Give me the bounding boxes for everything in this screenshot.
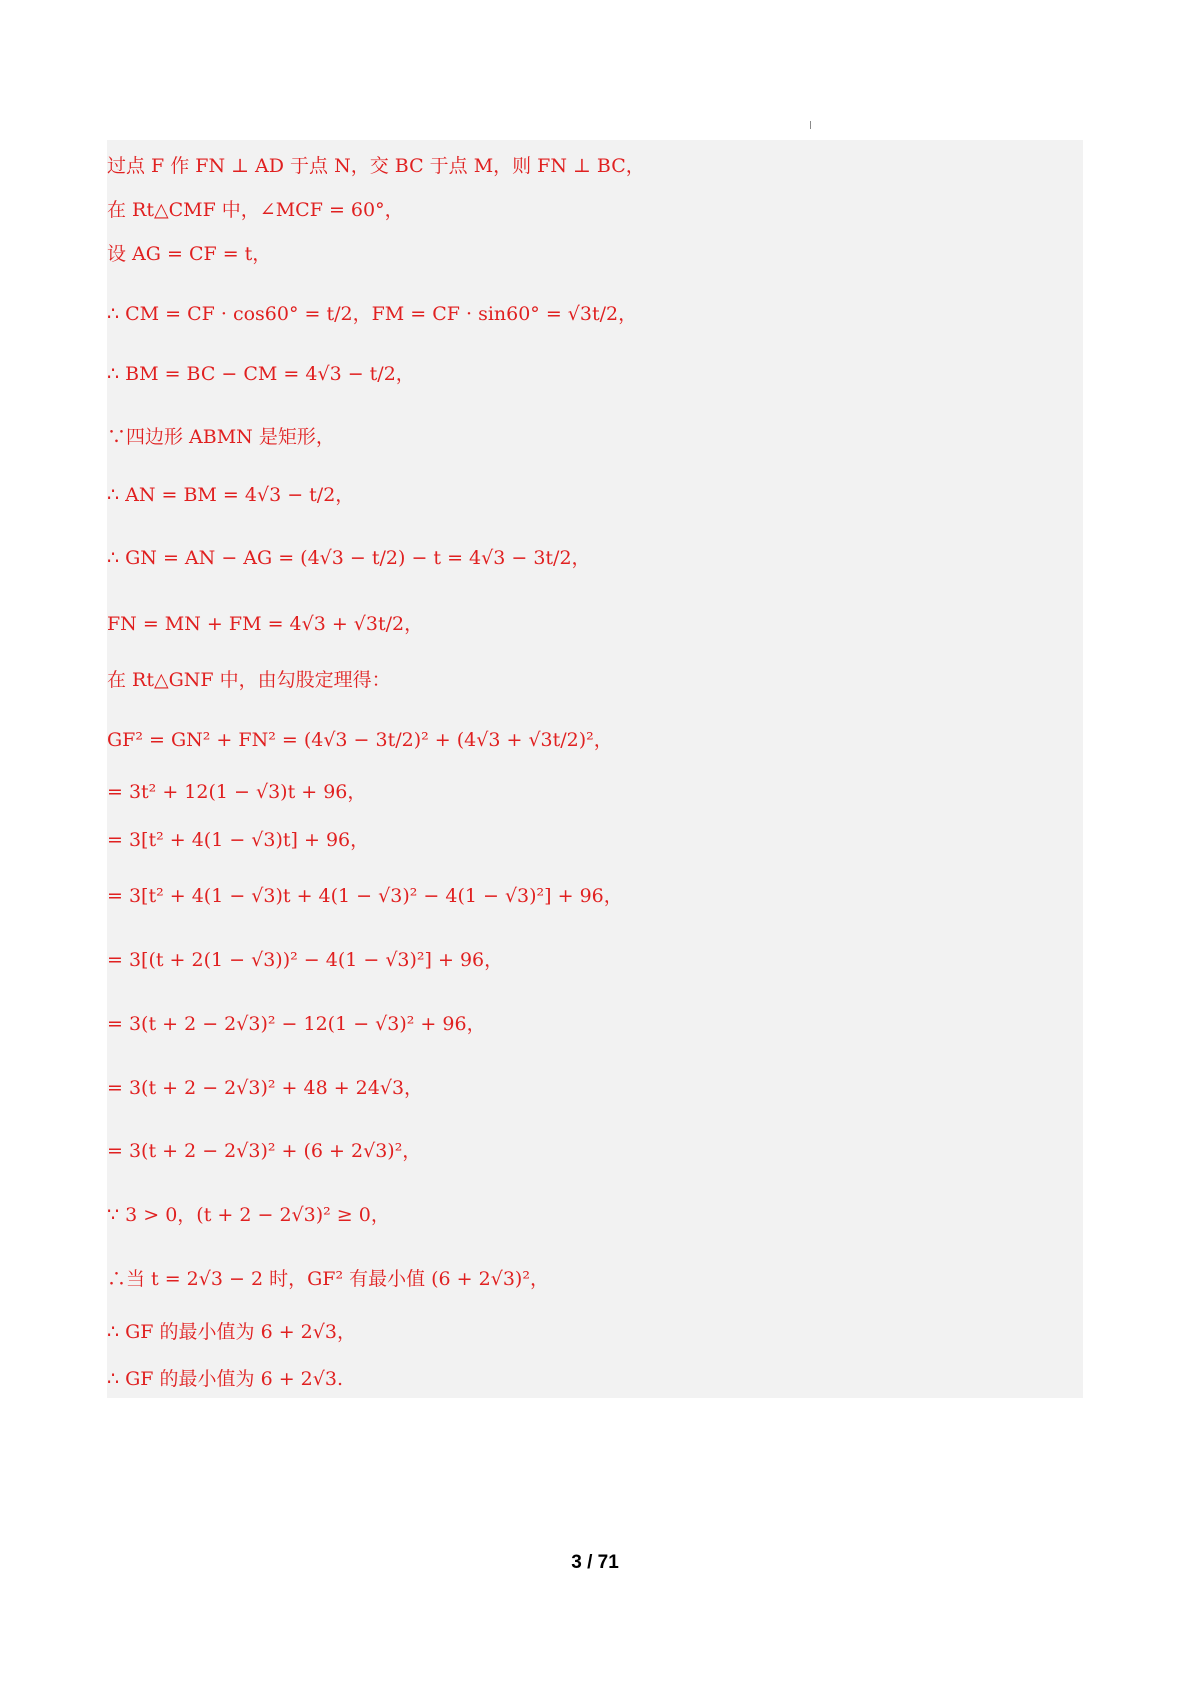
solution-line-18: = 3(t + 2 − 2√3)² + (6 + 2√3)²， bbox=[107, 1140, 422, 1162]
solution-line-17: = 3(t + 2 − 2√3)² + 48 + 24√3， bbox=[107, 1077, 424, 1099]
solution-line-4: ∴ CM = CF · cos60° = t/2，FM = CF · sin60° = √3t/2， bbox=[107, 303, 638, 325]
solution-line-19: ∵ 3 > 0，(t + 2 − 2√3)² ≥ 0， bbox=[107, 1204, 390, 1226]
solution-line-14: = 3[t² + 4(1 − √3)t + 4(1 − √3)² − 4(1 − √3)²] + 96， bbox=[107, 885, 623, 907]
solution-line-7: ∴ AN = BM = 4√3 − t/2， bbox=[107, 484, 355, 506]
solution-line-8: ∴ GN = AN − AG = (4√3 − t/2) − t = 4√3 − 3t/2， bbox=[107, 547, 591, 569]
solution-line-3: 设 AG = CF = t， bbox=[107, 243, 272, 265]
solution-line-2: 在 Rt△CMF 中，∠MCF = 60°， bbox=[107, 199, 404, 221]
solution-line-5: ∴ BM = BC − CM = 4√3 − t/2， bbox=[107, 363, 415, 385]
text-cursor-mark bbox=[810, 121, 811, 129]
solution-line-10: 在 Rt△GNF 中，由勾股定理得： bbox=[107, 669, 391, 691]
solution-line-15: = 3[(t + 2(1 − √3))² − 4(1 − √3)²] + 96， bbox=[107, 949, 504, 971]
solution-line-1: 过点 F 作 FN ⊥ AD 于点 N，交 BC 于点 M，则 FN ⊥ BC， bbox=[107, 155, 645, 177]
solution-line-21: ∴ GF 的最小值为 6 + 2√3， bbox=[107, 1321, 356, 1343]
solution-line-13: = 3[t² + 4(1 − √3)t] + 96， bbox=[107, 829, 370, 851]
solution-line-9: FN = MN + FM = 4√3 + √3t/2， bbox=[107, 613, 424, 635]
solution-line-20: ∴当 t = 2√3 − 2 时，GF² 有最小值 (6 + 2√3)²， bbox=[107, 1268, 549, 1290]
solution-line-6: ∵四边形 ABMN 是矩形， bbox=[107, 426, 335, 448]
solution-line-12: = 3t² + 12(1 − √3)t + 96， bbox=[107, 781, 367, 803]
page-number: 3 / 71 bbox=[571, 1552, 619, 1573]
solution-line-11: GF² = GN² + FN² = (4√3 − 3t/2)² + (4√3 + √3t/2)²， bbox=[107, 729, 613, 751]
solution-line-22: ∴ GF 的最小值为 6 + 2√3. bbox=[107, 1368, 343, 1390]
solution-line-16: = 3(t + 2 − 2√3)² − 12(1 − √3)² + 96， bbox=[107, 1013, 486, 1035]
